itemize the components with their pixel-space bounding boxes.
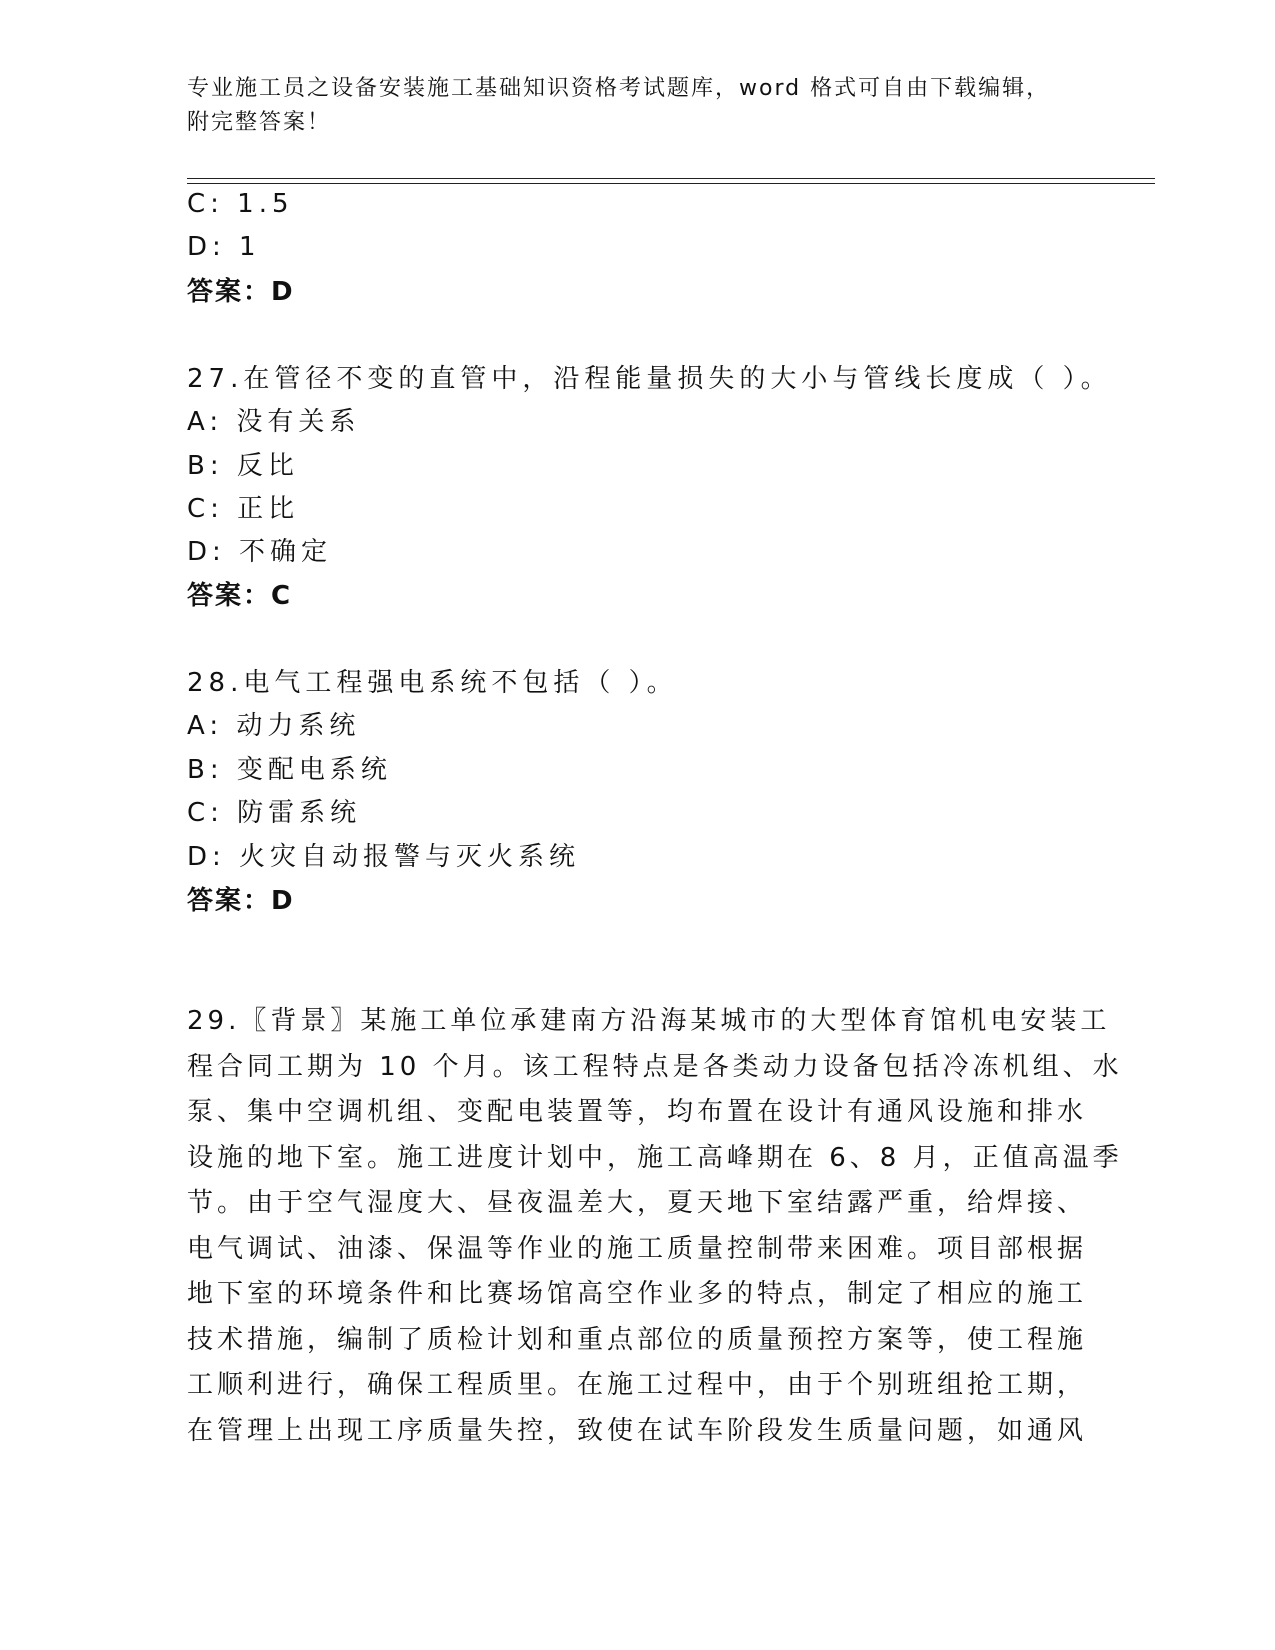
document-header	[187, 72, 1087, 140]
paragraph-line: 程合同工期为 10 个月。该工程特点是各类动力设备包括冷冻机组、水	[187, 1051, 1123, 1082]
paragraph-line: 设施的地下室。施工进度计划中，施工高峰期在 6、8 月，正值高温季	[187, 1142, 1123, 1173]
question-28-option-c: C: 防雷系统	[187, 798, 362, 828]
question-28-option-a: A: 动力系统	[187, 711, 361, 741]
paragraph-line: 29.〖背景〗某施工单位承建南方沿海某城市的大型体育馆机电安装工	[187, 1006, 1111, 1036]
question-28-answer: 答案：D	[187, 886, 295, 916]
paragraph-line: 电气调试、油漆、保温等作业的施工质量控制带来困难。项目部根据	[187, 1233, 1088, 1264]
question-27-option-a: A: 没有关系	[187, 407, 361, 437]
question-27-option-c: C: 正比	[187, 494, 300, 524]
question-29-paragraph	[187, 1005, 1123, 1460]
question-28-option-d: D: 火灾自动报警与灭火系统	[187, 842, 581, 872]
question-27-option-d: D: 不确定	[187, 537, 333, 567]
header-divider-top	[187, 178, 1155, 179]
paragraph-line: 技术措施，编制了质检计划和重点部位的质量预控方案等，使工程施	[187, 1324, 1088, 1355]
header-line-2: 附完整答案！	[187, 110, 332, 135]
paragraph-line: 工顺利进行，确保工程质里。在施工过程中，由于个别班组抢工期，	[187, 1370, 1088, 1400]
paragraph-line: 地下室的环境条件和比赛场馆高空作业多的特点，制定了相应的施工	[187, 1279, 1088, 1309]
option-c: C: 1.5	[187, 189, 294, 219]
question-28-option-b: B: 变配电系统	[187, 755, 392, 785]
question-27-stem: 27.在管径不变的直管中，沿程能量损失的大小与管线长度成（ ）。	[187, 364, 1112, 394]
option-d: D: 1	[187, 232, 261, 262]
question-27-option-b: B: 反比	[187, 451, 299, 481]
question-27-answer: 答案：C	[187, 581, 293, 611]
header-divider-bottom	[187, 183, 1155, 184]
question-28-stem: 28.电气工程强电系统不包括（ ）。	[187, 668, 678, 698]
answer: 答案：D	[187, 277, 295, 307]
paragraph-line: 泵、集中空调机组、变配电装置等，均布置在设计有通风设施和排水	[187, 1097, 1088, 1127]
paragraph-line: 节。由于空气湿度大、昼夜温差大，夏天地下室结露严重，给焊接、	[187, 1188, 1088, 1218]
paragraph-line: 在管理上出现工序质量失控，致使在试车阶段发生质量问题，如通风	[187, 1415, 1088, 1446]
header-line-1: 专业施工员之设备安装施工基础知识资格考试题库，word 格式可自由下载编辑，	[187, 76, 1051, 101]
